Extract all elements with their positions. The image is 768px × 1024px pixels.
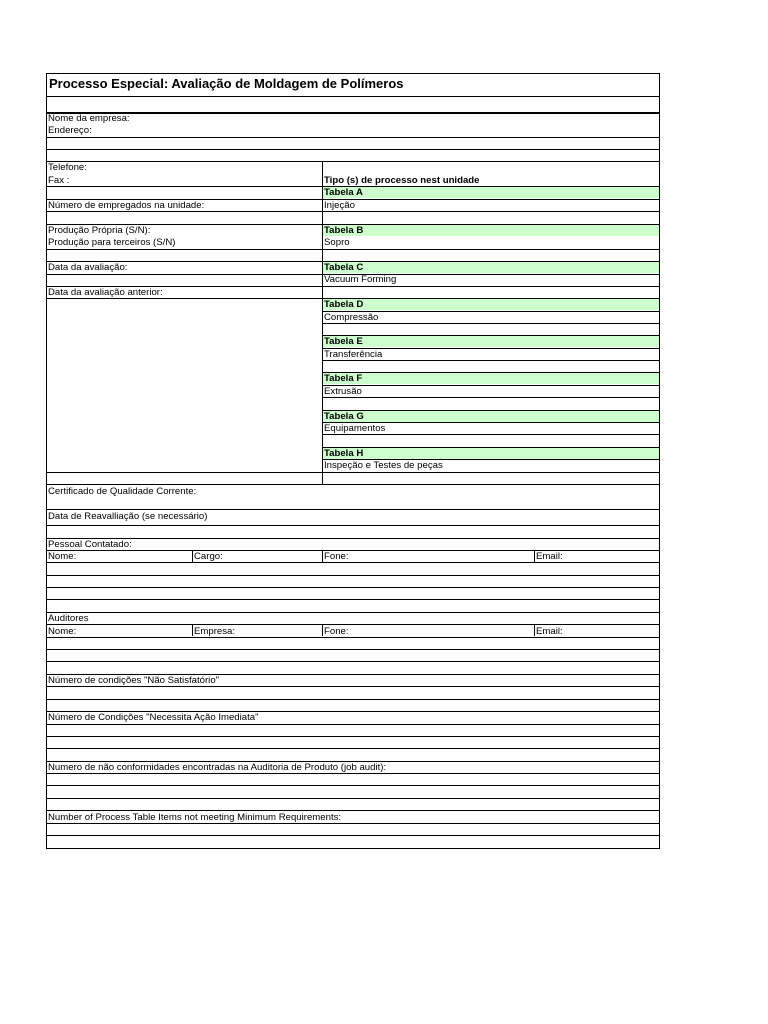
- evaluation-date-label: Data da avaliação:: [48, 262, 128, 273]
- previous-evaluation-date-label: Data da avaliação anterior:: [48, 287, 163, 298]
- contacts-phone-header: Fone:: [324, 551, 349, 562]
- address-label: Endereço:: [48, 125, 92, 136]
- phone-label: Telefone:: [48, 162, 87, 173]
- table-c-process: Vacuum Forming: [324, 274, 397, 285]
- table-d-highlight: [323, 299, 659, 310]
- table-h-highlight: [323, 448, 659, 459]
- auditors-company-header: Empresa:: [194, 626, 236, 637]
- table-g-process: Equipamentos: [324, 423, 386, 434]
- table-a-name: Tabela A: [324, 187, 363, 198]
- table-f-name: Tabela F: [324, 373, 363, 384]
- table-d-name: Tabela D: [324, 299, 364, 310]
- process-types-header: Tipo (s) de processo nest unidade: [324, 175, 480, 186]
- contacts-email-header: Email:: [536, 551, 563, 562]
- contacts-name-header: Nome:: [48, 551, 77, 562]
- process-table-items-label: Number of Process Table Items not meeting Minimum Requirements:: [48, 812, 342, 823]
- auditors-section-label: Auditores: [48, 613, 89, 624]
- quality-certificate-label: Certificado de Qualidade Corrente:: [48, 486, 197, 497]
- table-g-highlight: [323, 411, 659, 422]
- employees-label: Número de empregados na unidade:: [48, 200, 205, 211]
- page-title: Processo Especial: Avaliação de Moldagem de Polímeros: [49, 76, 404, 91]
- fax-label: Fax :: [48, 175, 70, 186]
- table-c-name: Tabela C: [324, 262, 364, 273]
- table-h-process: Inspeção e Testes de peças: [324, 460, 443, 471]
- not-satisfactory-count-label: Número de condições "Não Satisfatório": [48, 675, 220, 686]
- table-a-process: Injeção: [324, 200, 355, 211]
- table-f-highlight: [323, 373, 659, 384]
- table-c-highlight: [323, 262, 659, 273]
- contacts-role-header: Cargo:: [194, 551, 223, 562]
- table-e-highlight: [323, 336, 659, 347]
- table-g-name: Tabela G: [324, 411, 364, 422]
- company-name-label: Nome da empresa:: [48, 113, 130, 124]
- table-b-process: Sopro: [324, 237, 350, 248]
- table-e-name: Tabela E: [324, 336, 363, 347]
- table-d-process: Compressão: [324, 312, 379, 323]
- contacts-section-label: Pessoal Contatado:: [48, 539, 132, 550]
- own-production-label: Produção Própria (S/N):: [48, 225, 151, 236]
- auditors-phone-header: Fone:: [324, 626, 349, 637]
- table-f-process: Extrusão: [324, 386, 362, 397]
- nonconformities-count-label: Numero de não conformidades encontradas na Auditoria de Produto (job audit):: [48, 762, 387, 773]
- table-b-name: Tabela B: [324, 225, 364, 236]
- table-h-name: Tabela H: [324, 448, 364, 459]
- third-party-production-label: Produção para terceiros (S/N): [48, 237, 176, 248]
- auditors-email-header: Email:: [536, 626, 563, 637]
- auditors-name-header: Nome:: [48, 626, 77, 637]
- table-a-highlight: [323, 187, 659, 198]
- immediate-action-count-label: Número de Condições "Necessita Ação Imediata": [48, 712, 259, 723]
- table-b-highlight: [323, 225, 659, 236]
- table-e-process: Transferência: [324, 349, 383, 360]
- reevaluation-date-label: Data de Reavalliação (se necessário): [48, 511, 208, 522]
